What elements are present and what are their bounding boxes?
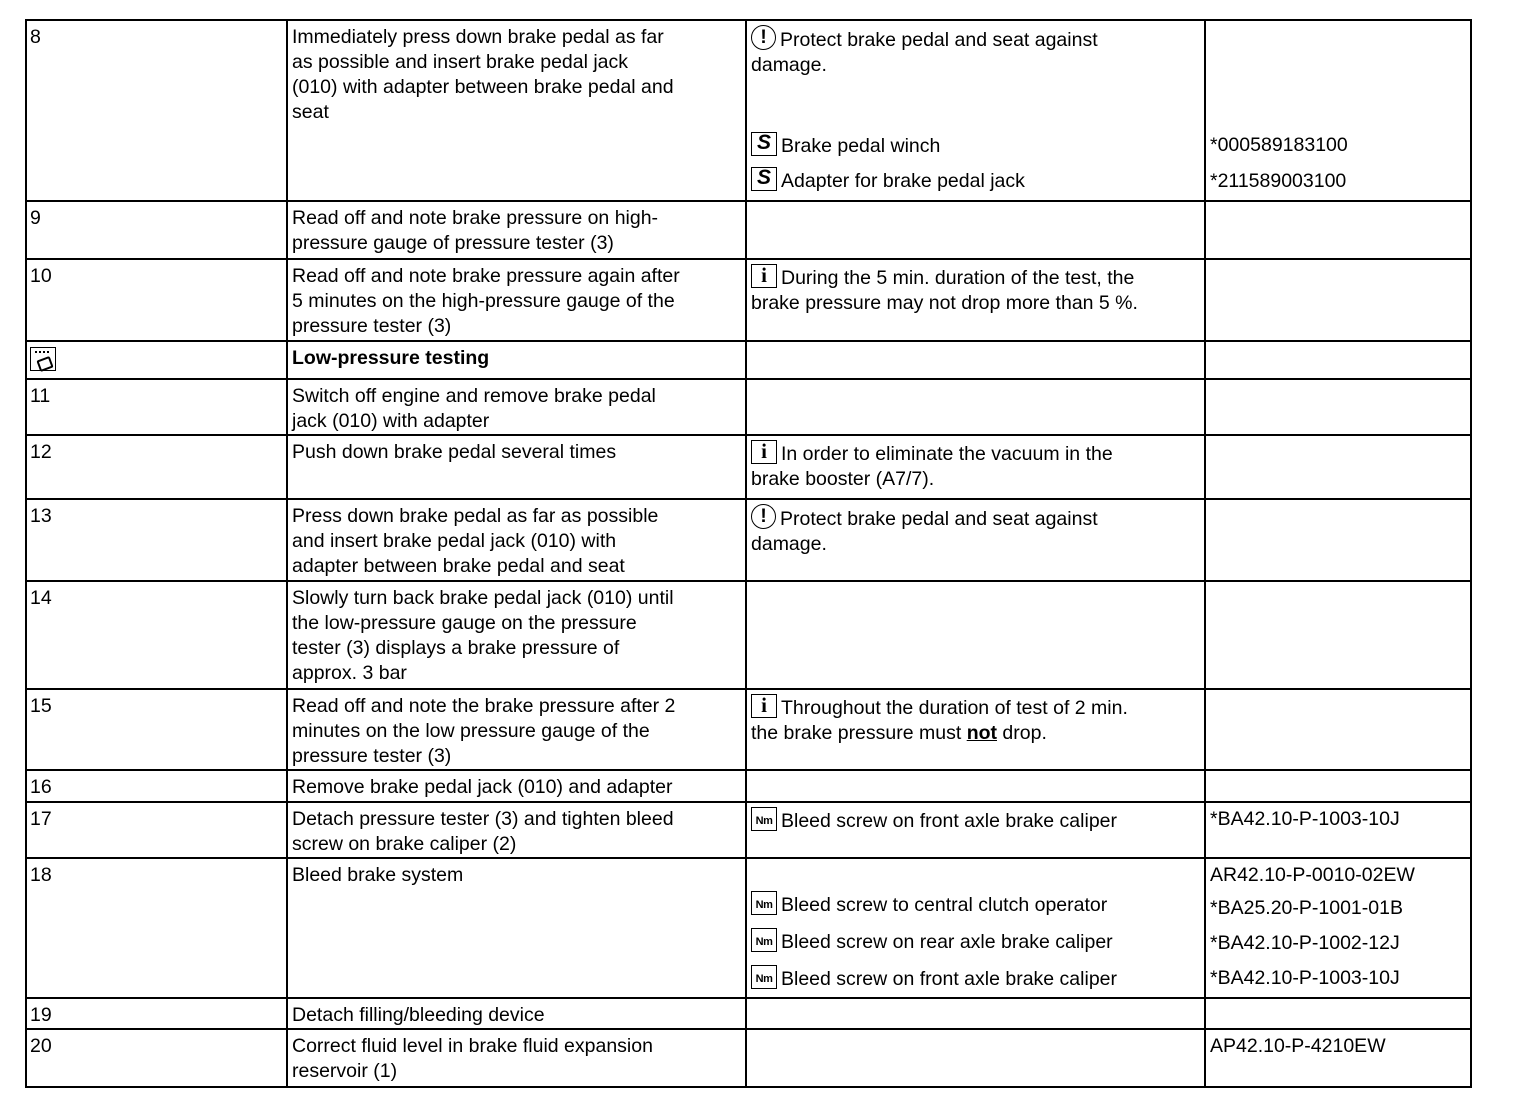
table-row bbox=[26, 341, 1471, 379]
table-row bbox=[26, 435, 1471, 499]
step-notes bbox=[746, 802, 1205, 858]
step-number: 16 bbox=[26, 770, 287, 802]
torque-note: NmBleed screw on rear axle brake caliper bbox=[751, 928, 1200, 955]
info-note: iThroughout the duration of test of 2 min. bbox=[751, 694, 1200, 721]
warning-note: !Protect brake pedal and seat against bbox=[751, 504, 1200, 532]
step-number: 18 bbox=[26, 858, 287, 998]
step-notes: !Protect brake pedal and seat against damage. SBrake pedal winch SAdapter for brake pedal jack bbox=[746, 20, 1205, 201]
table-row bbox=[26, 998, 1471, 1029]
step-number: 17 bbox=[26, 802, 287, 858]
step-references bbox=[1205, 259, 1471, 341]
torque-nm-icon bbox=[751, 928, 777, 952]
step-references bbox=[1205, 201, 1471, 259]
reference-code: *BA25.20-P-1001-01B bbox=[1210, 897, 1403, 919]
info-note: iDuring the 5 min. duration of the test, the bbox=[751, 264, 1200, 291]
step-number: 10 bbox=[26, 259, 287, 341]
step-references bbox=[1205, 20, 1471, 201]
reference-code: AP42.10-P-4210EW bbox=[1210, 1035, 1386, 1057]
pressure-gauge-icon bbox=[30, 347, 56, 371]
reference-code: *BA42.10-P-1002-12J bbox=[1210, 932, 1400, 954]
step-references bbox=[1205, 1029, 1471, 1087]
reference-code: *000589183100 bbox=[1210, 134, 1348, 156]
step-notes: i In order to eliminate the vacuum in the brake booster (A7/7). bbox=[746, 435, 1205, 499]
info-icon bbox=[751, 264, 777, 288]
info-icon bbox=[751, 440, 777, 464]
info-icon bbox=[751, 694, 777, 718]
step-action: Immediately press down brake pedal as far as possible and insert brake pedal jack (010) with adapter between brake pedal and seat bbox=[287, 20, 746, 201]
warning-note: !Protect brake pedal and seat against bbox=[751, 25, 1200, 53]
step-action: Push down brake pedal several times bbox=[287, 435, 746, 499]
step-references bbox=[1205, 858, 1471, 998]
table-row bbox=[26, 499, 1471, 581]
step-action: Read off and note brake pressure again after 5 minutes on the high-pressure gauge of the pressure tester (3) bbox=[287, 259, 746, 341]
step-action: Press down brake pedal as far as possible and insert brake pedal jack (010) with adapter between brake pedal and seat bbox=[287, 499, 746, 581]
torque-note: NmBleed screw on front axle brake caliper bbox=[751, 807, 1200, 834]
table-row bbox=[26, 201, 1471, 259]
procedure-table bbox=[25, 19, 1472, 1088]
table-row bbox=[26, 379, 1471, 435]
step-notes: !Protect brake pedal and seat against damage. bbox=[746, 499, 1205, 581]
step-number: 13 bbox=[26, 499, 287, 581]
table-row bbox=[26, 802, 1471, 858]
step-references bbox=[1205, 802, 1471, 858]
info-note: i In order to eliminate the vacuum in the bbox=[751, 440, 1200, 467]
step-action: Read off and note the brake pressure after 2 minutes on the low pressure gauge of the pressure tester (3) bbox=[287, 689, 746, 770]
step-action: Detach pressure tester (3) and tighten bleed screw on brake caliper (2) bbox=[287, 802, 746, 858]
step-action: Slowly turn back brake pedal jack (010) until the low-pressure gauge on the pressure tester (3) displays a brake pressure of approx. 3 bar bbox=[287, 581, 746, 689]
warning-icon bbox=[751, 25, 776, 50]
reference-code: *BA42.10-P-1003-10J bbox=[1210, 808, 1400, 830]
table-row bbox=[26, 858, 1471, 998]
step-notes bbox=[746, 201, 1205, 259]
torque-note: NmBleed screw on front axle brake caliper bbox=[751, 965, 1200, 992]
step-action: Read off and note brake pressure on high- pressure gauge of pressure tester (3) bbox=[287, 201, 746, 259]
step-number: 19 bbox=[26, 998, 287, 1029]
step-action: Switch off engine and remove brake pedal jack (010) with adapter bbox=[287, 379, 746, 435]
table-row bbox=[26, 689, 1471, 770]
table-row bbox=[26, 20, 1471, 201]
reference-code: *211589003100 bbox=[1210, 170, 1347, 192]
table-row bbox=[26, 259, 1471, 341]
step-number: 9 bbox=[26, 201, 287, 259]
warning-icon bbox=[751, 504, 776, 529]
step-number: 12 bbox=[26, 435, 287, 499]
tool-note: SBrake pedal winch bbox=[751, 132, 1200, 159]
torque-nm-icon bbox=[751, 891, 777, 915]
torque-note: NmBleed screw to central clutch operator bbox=[751, 891, 1200, 918]
step-number: 14 bbox=[26, 581, 287, 689]
step-action: Remove brake pedal jack (010) and adapter bbox=[287, 770, 746, 802]
reference-code: *BA42.10-P-1003-10J bbox=[1210, 967, 1400, 989]
step-notes bbox=[746, 858, 1205, 998]
torque-nm-icon bbox=[751, 965, 777, 989]
torque-nm-icon bbox=[751, 807, 777, 831]
section-heading: Low-pressure testing bbox=[287, 341, 746, 379]
table-row bbox=[26, 581, 1471, 689]
step-action: Correct fluid level in brake fluid expansion reservoir (1) bbox=[287, 1029, 746, 1087]
step-number: 15 bbox=[26, 689, 287, 770]
tool-note: SAdapter for brake pedal jack bbox=[751, 167, 1200, 194]
reference-code: AR42.10-P-0010-02EW bbox=[1210, 864, 1415, 886]
step-notes: iThroughout the duration of test of 2 min. the brake pressure must not drop. bbox=[746, 689, 1205, 770]
step-number: 8 bbox=[26, 20, 287, 201]
table-row bbox=[26, 770, 1471, 802]
special-tool-icon bbox=[751, 132, 777, 156]
table-row bbox=[26, 1029, 1471, 1087]
special-tool-icon bbox=[751, 167, 777, 191]
step-action: Bleed brake system bbox=[287, 858, 746, 998]
step-number: 20 bbox=[26, 1029, 287, 1087]
step-number: 11 bbox=[26, 379, 287, 435]
emphasis-not: not bbox=[966, 722, 998, 744]
step-notes: iDuring the 5 min. duration of the test, the brake pressure may not drop more than 5 %. bbox=[746, 259, 1205, 341]
step-action: Detach filling/bleeding device bbox=[287, 998, 746, 1029]
section-icon-cell bbox=[26, 341, 287, 379]
